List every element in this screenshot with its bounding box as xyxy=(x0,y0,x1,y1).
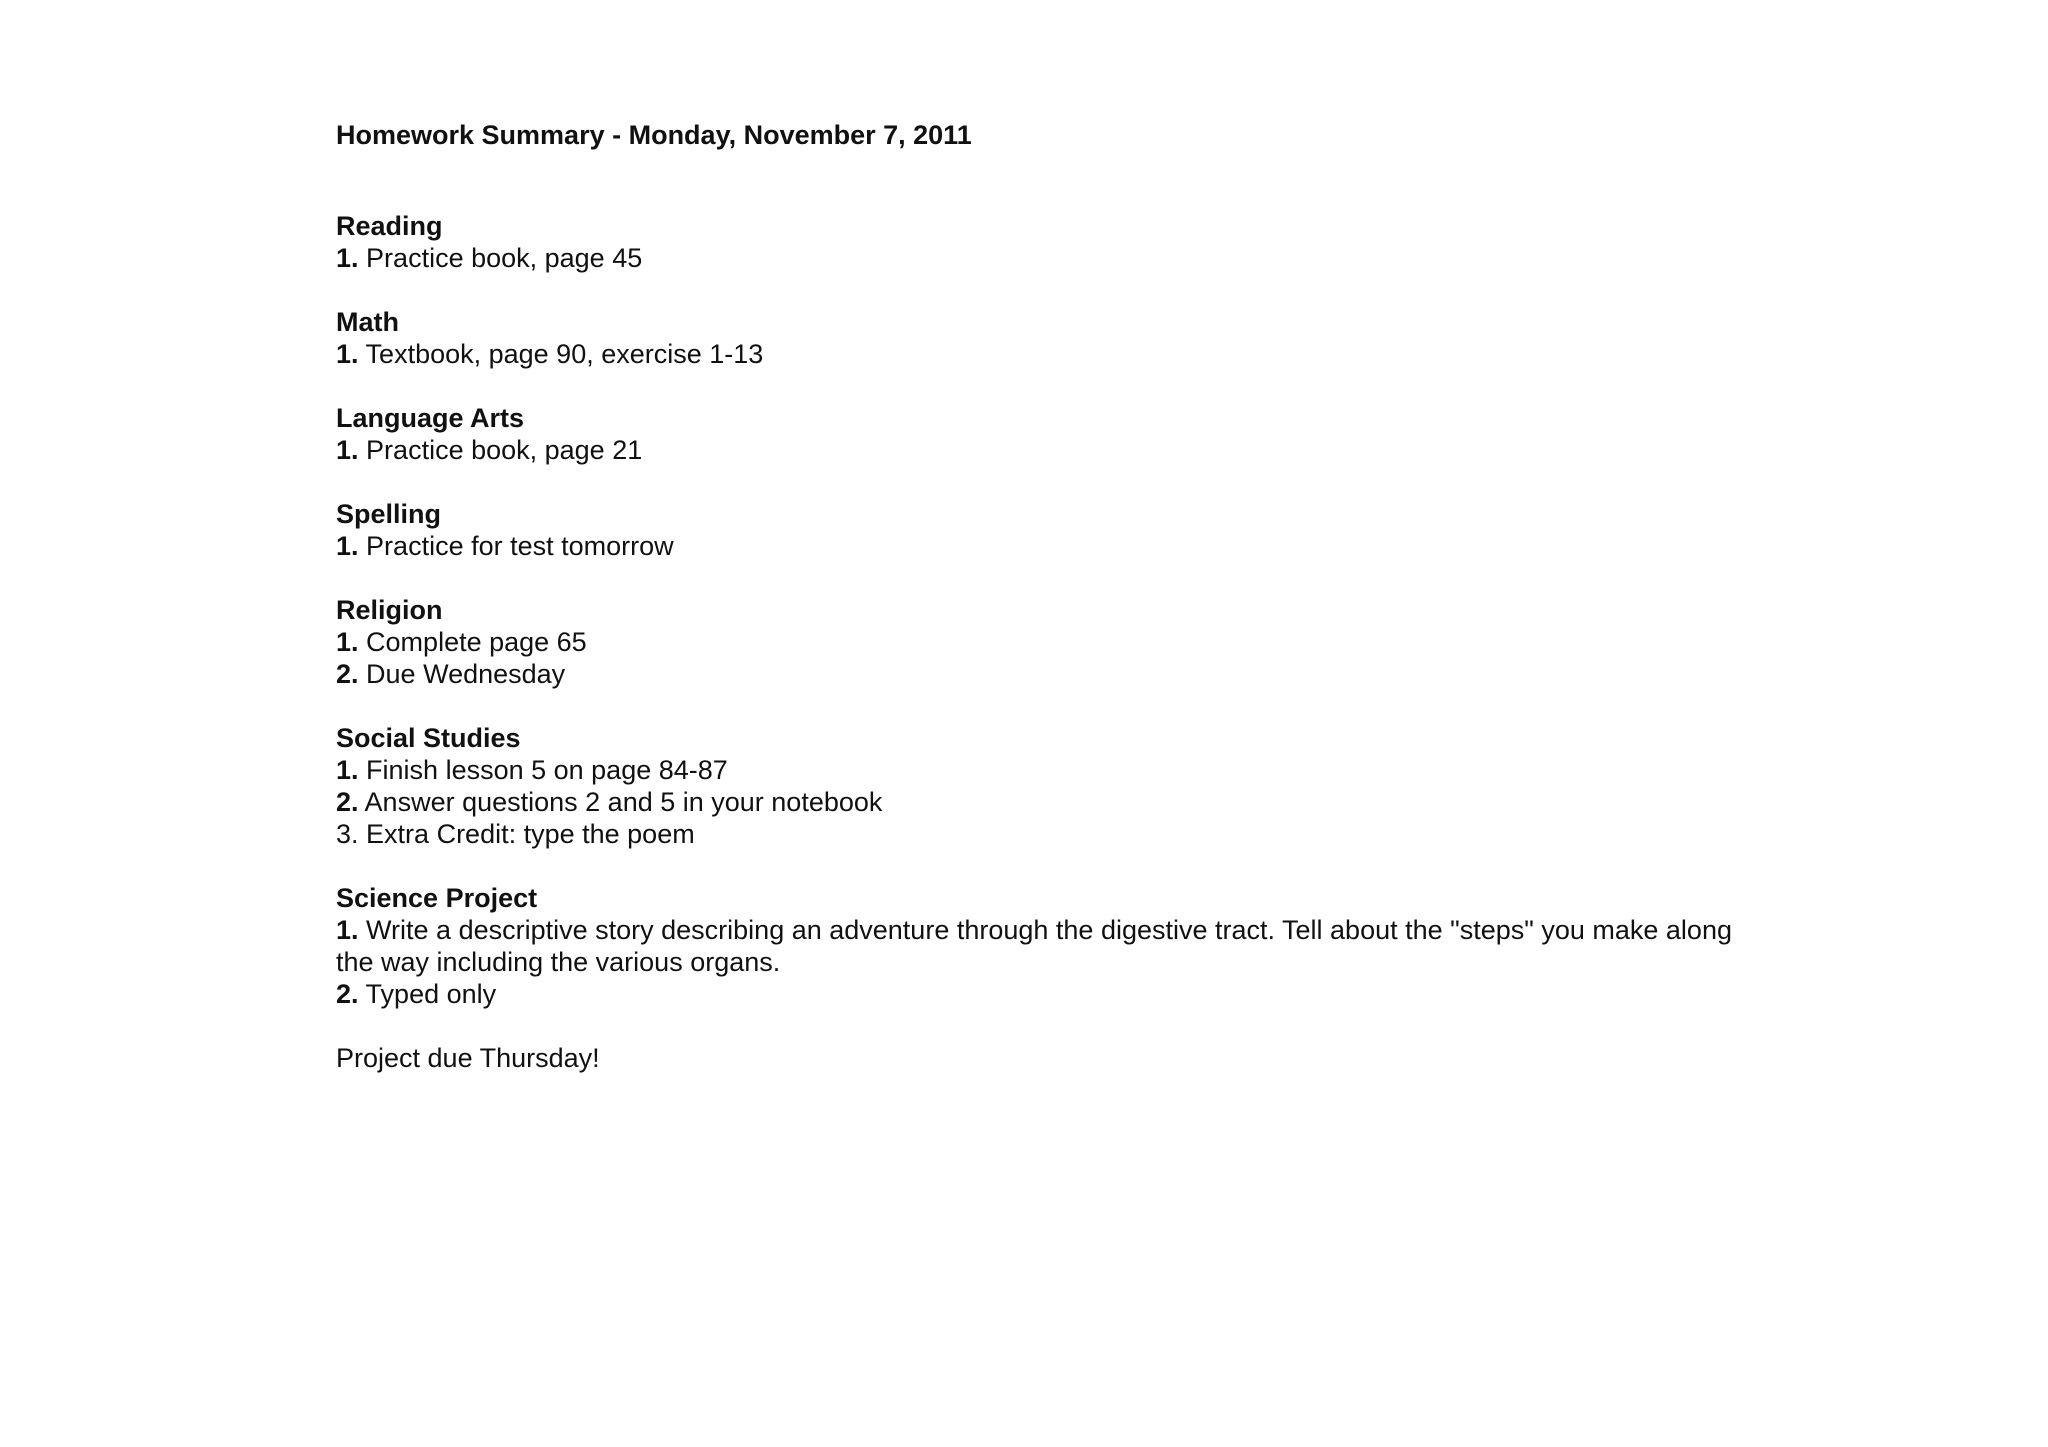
list-item xyxy=(336,626,1756,658)
section-religion xyxy=(336,594,1756,690)
item-text: Typed only xyxy=(365,979,497,1009)
section-heading: Social Studies xyxy=(336,723,521,753)
item-number: 1. xyxy=(336,531,359,561)
item-number: 1. xyxy=(336,755,359,785)
item-text: Practice book, page 45 xyxy=(366,243,643,273)
item-text: Answer questions 2 and 5 in your notebook xyxy=(364,787,883,817)
section-heading: Language Arts xyxy=(336,403,525,433)
section-math xyxy=(336,306,1756,370)
footer-note: Project due Thursday! xyxy=(336,1043,600,1073)
item-text: Complete page 65 xyxy=(366,627,587,657)
item-text: Practice book, page 21 xyxy=(366,435,643,465)
item-text: Write a descriptive story describing an adventure through the digestive tract. Tell about the "steps" you make along the way including the various organs. xyxy=(336,915,1732,977)
list-item xyxy=(336,242,1756,274)
document-page xyxy=(336,115,1756,1074)
section-spelling xyxy=(336,498,1756,562)
item-text: Extra Credit: type the poem xyxy=(366,819,695,849)
item-number: 1. xyxy=(336,915,359,945)
section-heading: Science Project xyxy=(336,883,538,913)
section-reading xyxy=(336,210,1756,274)
list-item xyxy=(336,658,1756,690)
list-item xyxy=(336,818,1756,850)
item-number: 1. xyxy=(336,243,359,273)
section-social-studies xyxy=(336,722,1756,850)
section-heading: Reading xyxy=(336,211,443,241)
item-text: Textbook, page 90, exercise 1-13 xyxy=(365,339,764,369)
list-item xyxy=(336,914,1756,978)
section-heading: Math xyxy=(336,307,399,337)
section-heading: Spelling xyxy=(336,499,442,529)
list-item xyxy=(336,754,1756,786)
list-item xyxy=(336,338,1756,370)
item-number: 2. xyxy=(336,787,359,817)
list-item xyxy=(336,786,1756,818)
section-science-project xyxy=(336,882,1756,1010)
list-item xyxy=(336,434,1756,466)
item-number: 2. xyxy=(336,659,359,689)
item-text: Practice for test tomorrow xyxy=(366,531,674,561)
item-text: Finish lesson 5 on page 84-87 xyxy=(366,755,728,785)
item-number: 3. xyxy=(336,819,359,849)
item-text: Due Wednesday xyxy=(366,659,566,689)
item-number: 1. xyxy=(336,627,359,657)
list-item xyxy=(336,530,1756,562)
item-number: 1. xyxy=(336,435,359,465)
item-number: 1. xyxy=(336,339,359,369)
section-heading: Religion xyxy=(336,595,443,625)
page-title: Homework Summary - Monday, November 7, 2011 xyxy=(336,120,972,150)
section-language-arts xyxy=(336,402,1756,466)
list-item xyxy=(336,978,1756,1010)
item-number: 2. xyxy=(336,979,359,1009)
